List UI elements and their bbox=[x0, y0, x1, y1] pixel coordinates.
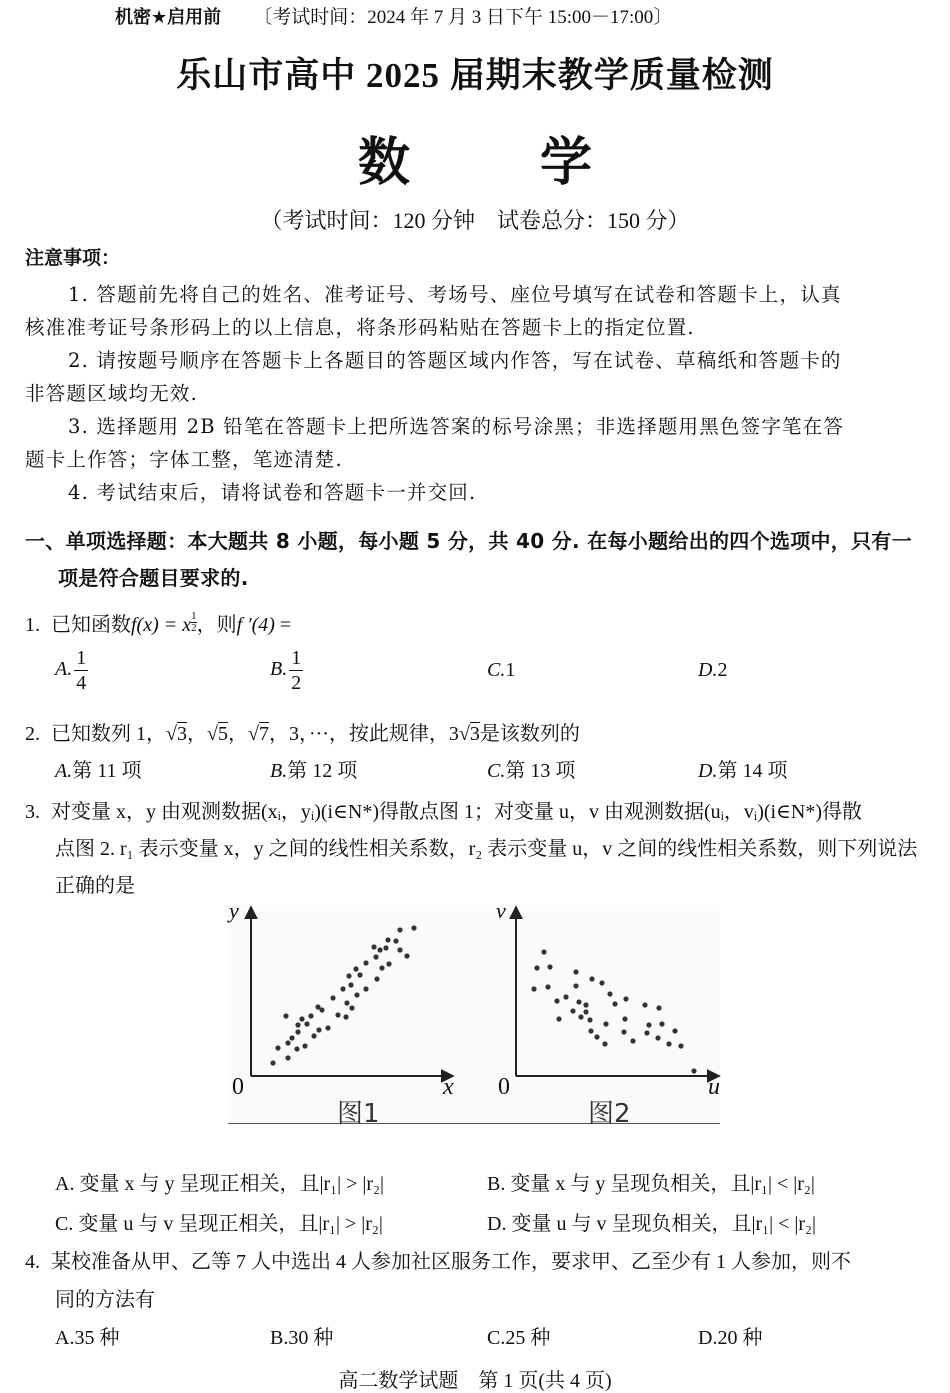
scatter-point bbox=[404, 953, 409, 958]
notice-heading: 注意事项： bbox=[25, 247, 121, 269]
q4-option-b[interactable]: B.30 种 bbox=[270, 1327, 334, 1349]
question-4-line2: 同的方法有 bbox=[55, 1289, 155, 1311]
q1-option-c[interactable]: C.1 bbox=[487, 659, 516, 681]
exam-title: 乐山市高中 2025 届期末教学质量检测 bbox=[176, 56, 774, 95]
scatter-point bbox=[630, 1038, 635, 1043]
page-footer: 高二数学试题 第 1 页(共 4 页) bbox=[338, 1370, 612, 1392]
scatter-point bbox=[556, 1016, 561, 1021]
scatter-point bbox=[411, 925, 416, 930]
question-number: 3. bbox=[25, 801, 40, 823]
scatter-point bbox=[646, 1022, 651, 1027]
figure-2-points bbox=[531, 949, 696, 1073]
exam-info: （考试时间：120 分钟 试卷总分：150 分） bbox=[260, 208, 690, 233]
scatter-point bbox=[346, 973, 351, 978]
scatter-point bbox=[587, 1017, 592, 1022]
scatter-point bbox=[275, 1045, 280, 1050]
fig1-caption: 图1 bbox=[337, 1099, 380, 1129]
scatter-point bbox=[371, 944, 376, 949]
scatter-point bbox=[691, 1068, 696, 1073]
scatter-point bbox=[330, 995, 335, 1000]
scatter-point bbox=[357, 972, 362, 977]
scatter-point bbox=[672, 1028, 677, 1033]
q3-option-c[interactable]: C. 变量 u 与 v 呈现正相关，且|r₁| > |r₂| bbox=[55, 1213, 383, 1235]
scatter-point bbox=[570, 1008, 575, 1013]
question-2: 2. 已知数列 1，√3，√5，√7，3，···，按此规律，3√3是该数列的 bbox=[25, 723, 580, 745]
fig2-origin: 0 bbox=[498, 1074, 510, 1100]
scatter-point bbox=[283, 1013, 288, 1018]
scatter-point bbox=[304, 1021, 309, 1026]
section1-heading-line1: 一、单项选择题：本大题共 8 小题，每小题 5 分，共 40 分. 在每小题给出的四个选项中，只有一 bbox=[25, 529, 913, 553]
q2-option-a[interactable]: A.第 11 项 bbox=[55, 760, 142, 782]
scatter-point bbox=[563, 994, 568, 999]
scatter-point bbox=[545, 984, 550, 989]
scatter-point bbox=[294, 1046, 299, 1051]
scatter-point bbox=[659, 1021, 664, 1026]
scatter-point bbox=[302, 1043, 307, 1048]
fig1-y-label: y bbox=[229, 898, 239, 923]
q1-exponent: 1 2 bbox=[191, 610, 197, 634]
scatter-point bbox=[316, 1027, 321, 1032]
notice-item-2-line2: 非答题区域均无效. bbox=[25, 382, 198, 405]
scatter-point bbox=[599, 980, 604, 985]
scatter-point bbox=[547, 964, 552, 969]
q2-option-b[interactable]: B.第 12 项 bbox=[270, 760, 358, 782]
scatter-point bbox=[335, 1012, 340, 1017]
scatter-point bbox=[377, 947, 382, 952]
scatter-point bbox=[678, 1043, 683, 1048]
fig1-x-label: x bbox=[443, 1074, 454, 1100]
scatter-point bbox=[583, 1009, 588, 1014]
scatter-point bbox=[363, 986, 368, 991]
scatter-point bbox=[285, 1055, 290, 1060]
notice-item-3-line1: 3. 选择题用 2B 铅笔在答题卡上把所选答案的标号涂黑；非选择题用黑色签字笔在答 bbox=[68, 415, 845, 438]
q1-fprime: f ′(4) bbox=[236, 614, 275, 636]
scatter-point bbox=[343, 1014, 348, 1019]
scatter-point bbox=[299, 1016, 304, 1021]
question-number: 2. bbox=[25, 723, 40, 745]
question-number: 1. bbox=[25, 614, 40, 636]
question-3-line3: 正确的是 bbox=[55, 875, 135, 897]
fig2-x-label: u bbox=[708, 1074, 720, 1100]
scatter-point bbox=[354, 992, 359, 997]
exam-time-bracket: 〔考试时间：2024 年 7 月 3 日下午 15:00－17:00〕 bbox=[253, 7, 673, 28]
scatter-point bbox=[295, 1022, 300, 1027]
scatter-point bbox=[612, 1001, 617, 1006]
scatter-point bbox=[325, 1025, 330, 1030]
scatter-point bbox=[311, 1033, 316, 1038]
q1-option-a[interactable]: A. $\frac{1}{4}$ bbox=[55, 647, 87, 694]
scatter-point bbox=[573, 983, 578, 988]
subject-char-1: 数 bbox=[357, 135, 410, 192]
scatter-point bbox=[554, 998, 559, 1003]
scatter-point bbox=[344, 1000, 349, 1005]
q4-option-a[interactable]: A.35 种 bbox=[55, 1327, 120, 1349]
scatter-point bbox=[383, 945, 388, 950]
q1-fx: f(x) bbox=[131, 614, 159, 636]
scatter-point bbox=[379, 965, 384, 970]
subject-char-2: 学 bbox=[540, 135, 593, 192]
notice-item-2-line1: 2. 请按题号顺序在答题卡上各题目的答题区域内作答，写在试卷、草稿纸和答题卡的 bbox=[68, 349, 842, 372]
q1-tail: = bbox=[274, 614, 292, 636]
q3-option-b[interactable]: B. 变量 x 与 y 呈现负相关，且|r₁| < |r₂| bbox=[487, 1173, 815, 1195]
scatter-point bbox=[594, 1034, 599, 1039]
q4-option-d[interactable]: D.20 种 bbox=[698, 1327, 763, 1349]
q2-option-c[interactable]: C.第 13 项 bbox=[487, 760, 576, 782]
figure-1-axes bbox=[251, 908, 452, 1076]
scatter-point bbox=[373, 954, 378, 959]
scatter-point bbox=[656, 1005, 661, 1010]
secret-mark: 机密★启用前 bbox=[115, 7, 222, 28]
scatter-point bbox=[289, 1035, 294, 1040]
scatter-point bbox=[340, 986, 345, 991]
scatter-point bbox=[397, 927, 402, 932]
scatter-point bbox=[319, 1007, 324, 1012]
scatter-point bbox=[588, 1028, 593, 1033]
figure-2-axes bbox=[516, 908, 718, 1076]
fig2-caption: 图2 bbox=[588, 1099, 631, 1129]
scatter-point bbox=[386, 961, 391, 966]
scatter-point bbox=[363, 960, 368, 965]
scatter-point bbox=[602, 1041, 607, 1046]
section1-heading-line2: 项是符合题目要求的. bbox=[58, 566, 249, 590]
scatter-point bbox=[393, 938, 398, 943]
scatter-point bbox=[603, 1021, 608, 1026]
scatter-point bbox=[349, 1005, 354, 1010]
scatter-point bbox=[644, 1030, 649, 1035]
scatter-point bbox=[531, 986, 536, 991]
q3-option-a[interactable]: A. 变量 x 与 y 呈现正相关，且|r₁| > |r₂| bbox=[55, 1173, 385, 1195]
scatter-point bbox=[623, 996, 628, 1001]
scatter-point bbox=[285, 1040, 290, 1045]
scatter-point bbox=[622, 1016, 627, 1021]
scatter-point bbox=[589, 976, 594, 981]
scatter-point bbox=[270, 1060, 275, 1065]
q1-eq: = x bbox=[158, 614, 192, 636]
scatter-point bbox=[295, 1029, 300, 1034]
scatter-point bbox=[666, 1041, 671, 1046]
scatter-point bbox=[541, 949, 546, 954]
q1-prefix: 已知函数 bbox=[51, 614, 131, 636]
notice-item-3-line2: 题卡上作答；字体工整，笔迹清楚. bbox=[25, 448, 343, 471]
scatter-point bbox=[308, 1013, 313, 1018]
fraction: $\frac{1}{4}$ bbox=[76, 647, 87, 694]
scatter-point bbox=[642, 1002, 647, 1007]
scatter-point bbox=[583, 1002, 588, 1007]
figure-1-points bbox=[270, 925, 416, 1065]
question-4-line1: 4. 某校准备从甲、乙等 7 人中选出 4 人参加社区服务工作，要求甲、乙至少有 1 人参加，则不 bbox=[25, 1251, 851, 1273]
scatter-point bbox=[655, 1035, 660, 1040]
fraction: $\frac{1}{2}$ bbox=[291, 647, 302, 694]
q4-option-c[interactable]: C.25 种 bbox=[487, 1327, 551, 1349]
notice-item-4-line1: 4. 考试结束后，请将试卷和答题卡一并交回. bbox=[68, 481, 477, 504]
scatter-point bbox=[576, 999, 581, 1004]
question-3-line2: 点图 2. r₁ 表示变量 x，y 之间的线性相关系数，r₂ 表示变量 u，v 之间的线性相关系数，则下列说法 bbox=[55, 838, 918, 860]
scatter-point bbox=[353, 966, 358, 971]
notice-item-1-line2: 核准准考证号条形码上的以上信息，将条形码粘贴在答题卡上的指定位置. bbox=[25, 316, 695, 339]
q2-option-d[interactable]: D.第 14 项 bbox=[698, 760, 788, 782]
q1-mid: ，则 bbox=[196, 614, 237, 636]
scatter-point bbox=[397, 947, 402, 952]
scatter-point bbox=[607, 991, 612, 996]
scatter-point bbox=[348, 982, 353, 987]
q3-option-d[interactable]: D. 变量 u 与 v 呈现负相关，且|r₁| < |r₂| bbox=[487, 1213, 817, 1235]
q1-option-b[interactable]: B. $\frac{1}{2}$ bbox=[270, 647, 302, 694]
question-3-line1: 3. 对变量 x，y 由观测数据(xᵢ，yᵢ)(i∈N*)得散点图 1；对变量 u，v 由观测数据(uᵢ，vᵢ)(i∈N*)得散 bbox=[25, 801, 862, 823]
scatter-point bbox=[573, 969, 578, 974]
scatter-point bbox=[621, 1029, 626, 1034]
notice-item-1-line1: 1. 答题前先将自己的姓名、准考证号、考场号、座位号填写在试卷和答题卡上，认真 bbox=[68, 283, 842, 306]
fig2-y-label: v bbox=[496, 898, 506, 923]
question-number: 4. bbox=[25, 1251, 40, 1273]
q1-option-d[interactable]: D.2 bbox=[698, 659, 728, 681]
scatter-point bbox=[385, 937, 390, 942]
scatter-point bbox=[578, 1014, 583, 1019]
scatter-point bbox=[374, 976, 379, 981]
scatter-point bbox=[534, 965, 539, 970]
fig1-origin: 0 bbox=[232, 1074, 244, 1100]
